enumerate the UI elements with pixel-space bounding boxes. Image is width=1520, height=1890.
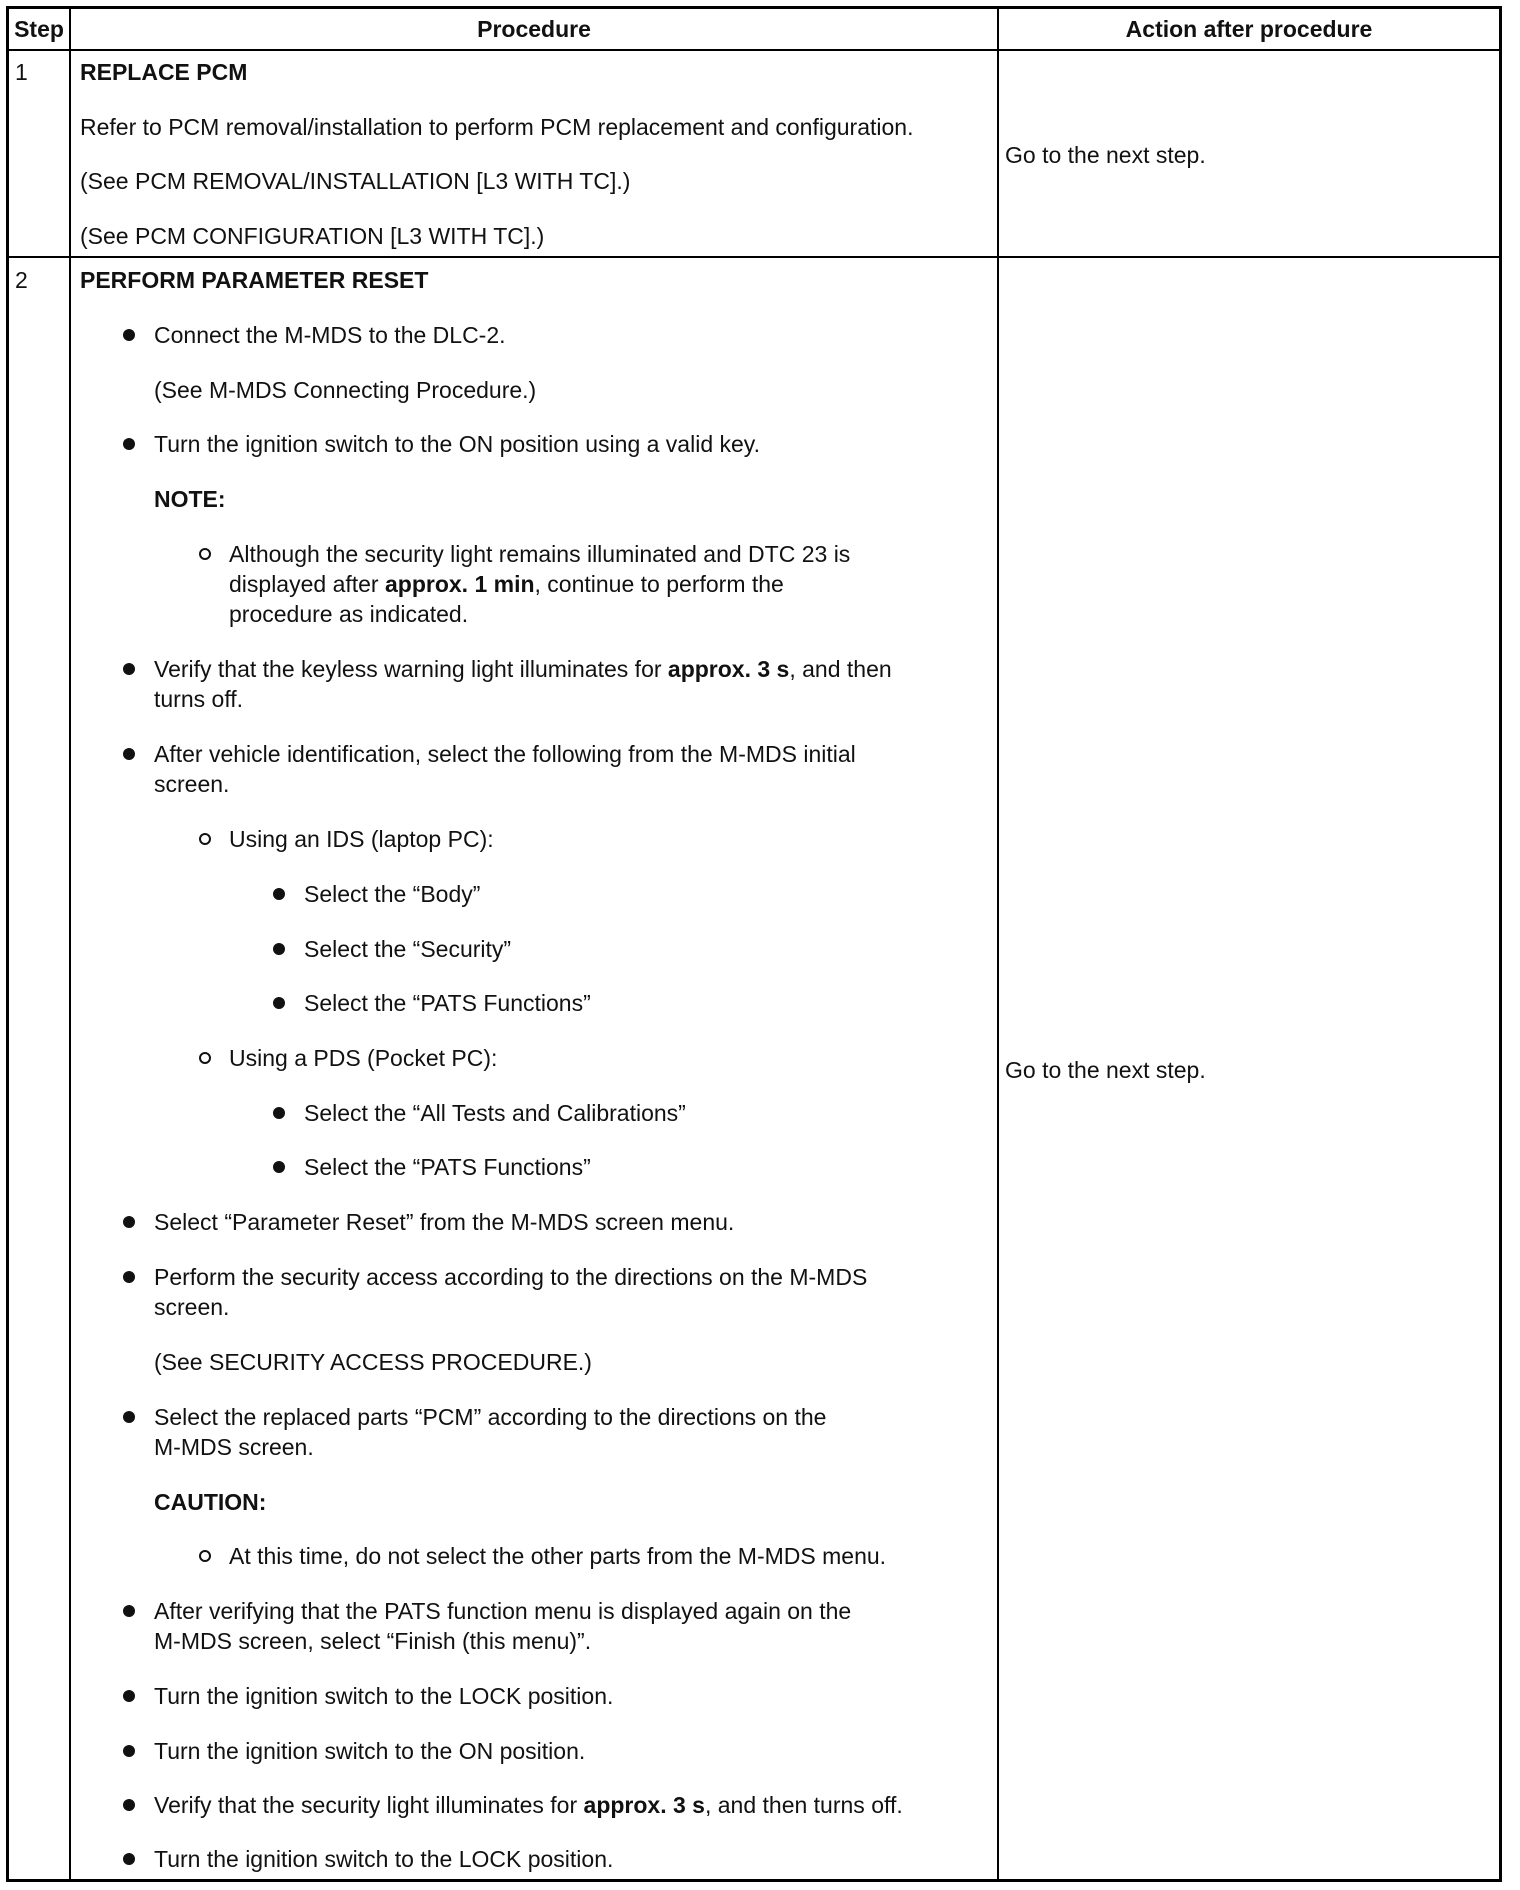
step-1-action: Go to the next step. bbox=[1005, 142, 1206, 168]
sub-sub-item: Select the “PATS Functions” bbox=[304, 1154, 591, 1180]
list-item-continued: M-MDS screen, select “Finish (this menu)”. bbox=[154, 1628, 592, 1654]
bullet-icon bbox=[123, 1853, 135, 1865]
list-item: Perform the security access according to the directions on the M-MDS bbox=[154, 1264, 868, 1290]
bullet-icon bbox=[273, 1161, 285, 1173]
circle-bullet-icon bbox=[199, 1550, 211, 1562]
list-item-continued: M-MDS screen. bbox=[154, 1434, 314, 1460]
list-item: Select “Parameter Reset” from the M-MDS screen menu. bbox=[154, 1209, 735, 1235]
header-step: Step bbox=[14, 16, 64, 42]
reference-text: (See SECURITY ACCESS PROCEDURE.) bbox=[154, 1349, 592, 1375]
bullet-icon bbox=[273, 888, 285, 900]
bullet-icon bbox=[123, 1271, 135, 1283]
list-item: Turn the ignition switch to the LOCK position. bbox=[154, 1846, 614, 1872]
circle-bullet-icon bbox=[199, 548, 211, 560]
list-item: Verify that the keyless warning light illuminates for approx. 3 s, and then bbox=[154, 656, 892, 682]
caution-label: CAUTION: bbox=[154, 1489, 267, 1515]
column-divider bbox=[997, 9, 999, 1879]
list-item-continued: screen. bbox=[154, 1294, 230, 1320]
list-item: Turn the ignition switch to the ON position using a valid key. bbox=[154, 431, 760, 457]
sub-sub-item: Select the “Security” bbox=[304, 936, 512, 962]
header-action: Action after procedure bbox=[1125, 16, 1373, 42]
circle-bullet-icon bbox=[199, 833, 211, 845]
bullet-icon bbox=[273, 997, 285, 1009]
list-item-continued: screen. bbox=[154, 771, 230, 797]
header-procedure: Procedure bbox=[477, 16, 591, 42]
bullet-icon bbox=[123, 1799, 135, 1811]
step-2-title: PERFORM PARAMETER RESET bbox=[80, 267, 429, 293]
bullet-icon bbox=[123, 1690, 135, 1702]
bullet-icon bbox=[273, 943, 285, 955]
procedure-table bbox=[6, 6, 1502, 1882]
bullet-icon bbox=[123, 329, 135, 341]
list-item: Select the replaced parts “PCM” according to the directions on the bbox=[154, 1404, 827, 1430]
note-text: Although the security light remains illuminated and DTC 23 is bbox=[229, 541, 851, 567]
bullet-icon bbox=[123, 1411, 135, 1423]
bullet-icon bbox=[123, 1216, 135, 1228]
caution-text: At this time, do not select the other parts from the M-MDS menu. bbox=[229, 1543, 887, 1569]
list-item: Turn the ignition switch to the ON position. bbox=[154, 1738, 586, 1764]
sub-sub-item: Select the “PATS Functions” bbox=[304, 990, 591, 1016]
step-2-action: Go to the next step. bbox=[1005, 1057, 1206, 1083]
sub-item: Using a PDS (Pocket PC): bbox=[229, 1045, 498, 1071]
sub-item: Using an IDS (laptop PC): bbox=[229, 826, 494, 852]
note-label: NOTE: bbox=[154, 486, 226, 512]
list-item: After vehicle identification, select the following from the M-MDS initial bbox=[154, 741, 856, 767]
list-item: Turn the ignition switch to the LOCK position. bbox=[154, 1683, 614, 1709]
bullet-icon bbox=[123, 748, 135, 760]
list-item: Verify that the security light illuminates for approx. 3 s, and then turns off. bbox=[154, 1792, 903, 1818]
row-divider bbox=[9, 49, 1499, 51]
bullet-icon bbox=[123, 663, 135, 675]
bullet-icon bbox=[123, 438, 135, 450]
list-item-continued: turns off. bbox=[154, 686, 244, 712]
list-item: Connect the M-MDS to the DLC-2. bbox=[154, 322, 506, 348]
step-1-reference: (See PCM REMOVAL/INSTALLATION [L3 WITH TC].) bbox=[80, 168, 631, 194]
step-1-title: REPLACE PCM bbox=[80, 59, 248, 85]
bullet-icon bbox=[123, 1745, 135, 1757]
row-divider bbox=[9, 256, 1499, 258]
note-text: displayed after approx. 1 min, continue to perform the bbox=[229, 571, 784, 597]
reference-text: (See M-MDS Connecting Procedure.) bbox=[154, 377, 537, 403]
step-1-text: Refer to PCM removal/installation to perform PCM replacement and configuration. bbox=[80, 114, 914, 140]
bullet-icon bbox=[273, 1107, 285, 1119]
step-2-number: 2 bbox=[15, 267, 28, 293]
sub-sub-item: Select the “All Tests and Calibrations” bbox=[304, 1100, 686, 1126]
sub-sub-item: Select the “Body” bbox=[304, 881, 481, 907]
note-text: procedure as indicated. bbox=[229, 601, 469, 627]
step-1-reference: (See PCM CONFIGURATION [L3 WITH TC].) bbox=[80, 223, 545, 249]
bullet-icon bbox=[123, 1605, 135, 1617]
column-divider bbox=[69, 9, 71, 1879]
list-item: After verifying that the PATS function menu is displayed again on the bbox=[154, 1598, 852, 1624]
circle-bullet-icon bbox=[199, 1052, 211, 1064]
step-1-number: 1 bbox=[15, 59, 28, 85]
